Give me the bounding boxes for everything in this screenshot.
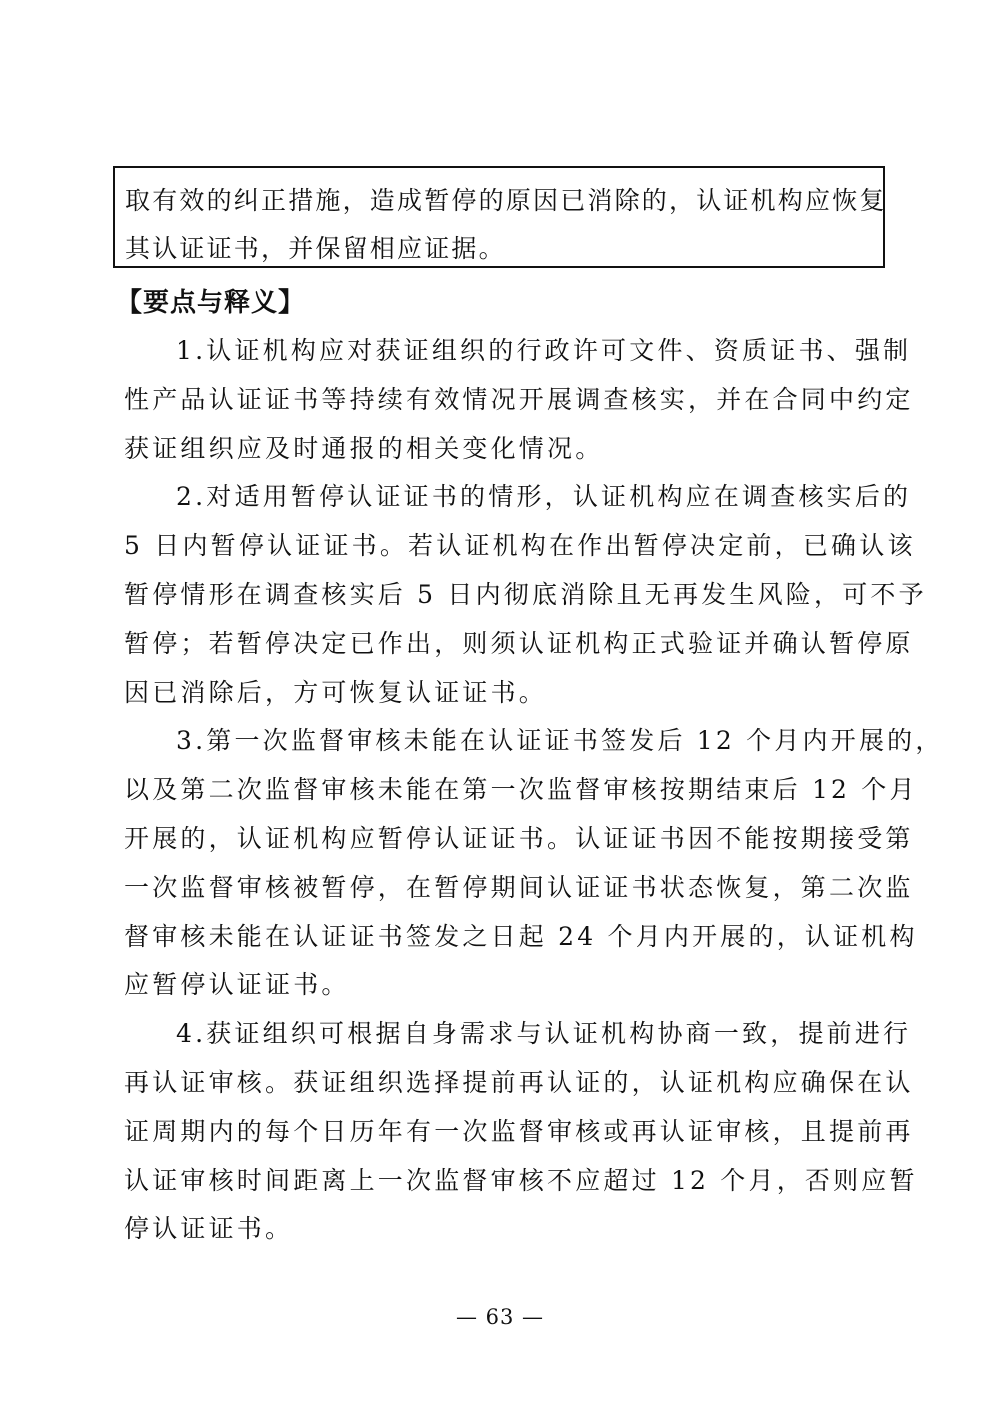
section-heading: 【要点与释义】 — [116, 288, 306, 318]
paragraph-line: 认证审核时间距离上一次监督审核不应超过 12 个月，否则应暂 — [124, 1165, 918, 1195]
paragraph-line: 再认证审核。获证组织选择提前再认证的，认证机构应确保在认 — [124, 1067, 914, 1097]
paragraph-line: 以及第二次监督审核未能在第一次监督审核按期结束后 12 个月 — [124, 775, 918, 805]
paragraph-line: 获证组织应及时通报的相关变化情况。 — [124, 433, 604, 463]
boxed-excerpt-line: 取有效的纠正措施，造成暂停的原因已消除的，认证机构应恢复 — [125, 186, 887, 215]
paragraph-line: 暂停情形在调查核实后 5 日内彻底消除且无再发生风险，可不予 — [124, 579, 927, 609]
paragraph-line: 3.第一次监督审核未能在认证证书签发后 12 个月内开展的， — [176, 726, 944, 756]
paragraph-line: 一次监督审核被暂停，在暂停期间认证证书状态恢复，第二次监 — [124, 872, 914, 902]
paragraph-line: 停认证证书。 — [124, 1214, 294, 1244]
paragraph-line: 5 日内暂停认证证书。若认证机构在作出暂停决定前，已确认该 — [124, 531, 916, 561]
body-text — [124, 327, 944, 1254]
paragraph-line: 督审核未能在认证证书签发之日起 24 个月内开展的，认证机构 — [124, 921, 918, 951]
paragraph-line: 2.对适用暂停认证证书的情形，认证机构应在调查核实后的 — [176, 482, 912, 512]
boxed-excerpt — [113, 166, 885, 268]
paragraph-line: 性产品认证证书等持续有效情况开展调查核实，并在合同中约定 — [124, 384, 914, 414]
paragraph-1 — [124, 327, 914, 473]
paragraph-4 — [124, 1010, 918, 1254]
paragraph-line: 4.获证组织可根据自身需求与认证机构协商一致，提前进行 — [176, 1019, 912, 1049]
paragraph-2 — [124, 473, 927, 717]
page-number: — 63 — — [455, 1305, 545, 1329]
paragraph-3 — [124, 717, 944, 1010]
paragraph-line: 暂停；若暂停决定已作出，则须认证机构正式验证并确认暂停原 — [124, 628, 914, 658]
paragraph-line: 因已消除后，方可恢复认证证书。 — [124, 677, 548, 707]
paragraph-line: 开展的，认证机构应暂停认证证书。认证证书因不能按期接受第 — [124, 823, 914, 853]
boxed-excerpt-line: 其认证证书，并保留相应证据。 — [125, 234, 506, 263]
paragraph-line: 1.认证机构应对获证组织的行政许可文件、资质证书、强制 — [176, 336, 912, 365]
paragraph-line: 应暂停认证证书。 — [124, 970, 350, 1000]
paragraph-line: 证周期内的每个日历年有一次监督审核或再认证审核，且提前再 — [124, 1116, 914, 1146]
